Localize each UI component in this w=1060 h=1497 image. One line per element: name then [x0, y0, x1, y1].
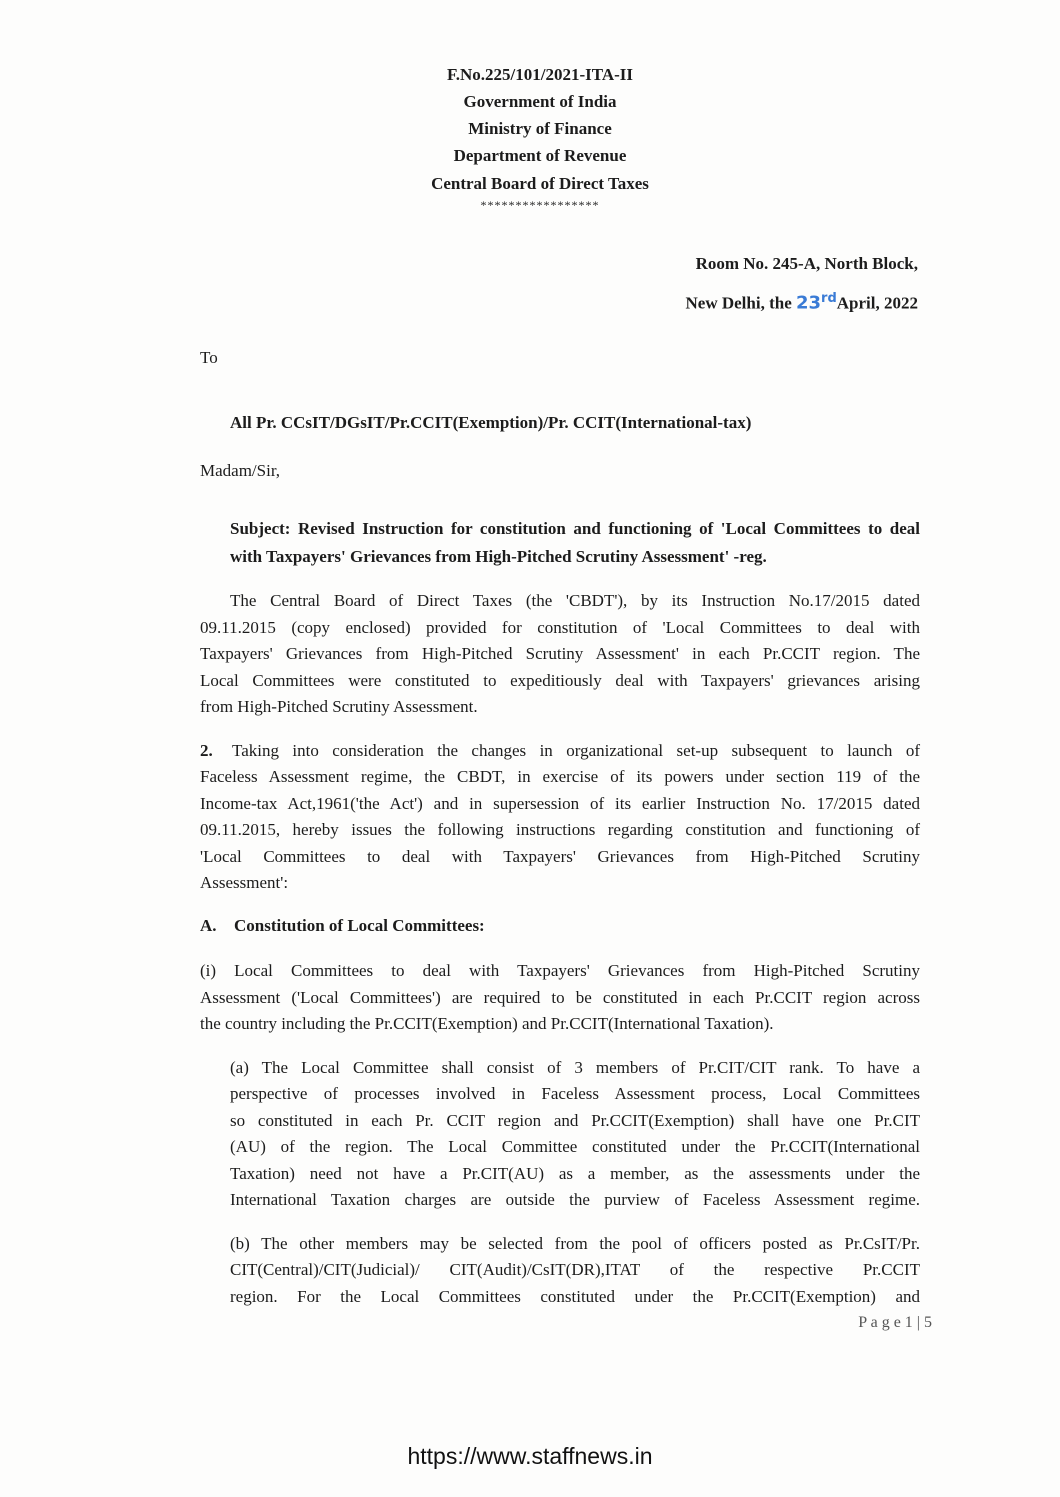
- para2-line: 09.11.2015, hereby issues the following instructions regarding constitution and functioning of: [200, 820, 920, 839]
- addressee: All Pr. CCsIT/DGsIT/Pr.CCIT(Exemption)/Pr. CCIT(International-tax): [230, 413, 752, 432]
- page-number: P a g e 1 | 5: [858, 1314, 932, 1331]
- header-stars-divider: *****************: [480, 198, 600, 212]
- para-a-line: so constituted in each Pr. CCIT region and Pr.CCIT(Exemption) shall have one Pr.CIT: [230, 1111, 920, 1130]
- para-b-line: CIT(Central)/CIT(Judicial)/ CIT(Audit)/CsIT(DR),ITAT of the respective Pr.CCIT: [230, 1260, 920, 1279]
- para-b-line: (b) The other members may be selected from the pool of officers posted as Pr.CsIT/Pr.: [230, 1234, 920, 1253]
- para-a-line: (AU) of the region. The Local Committee constituted under the Pr.CCIT(International: [230, 1137, 920, 1156]
- to-label: To: [200, 348, 218, 367]
- para-i-line: (i) Local Committees to deal with Taxpayers' Grievances from High-Pitched Scrutiny: [200, 961, 920, 980]
- para1-line: Taxpayers' Grievances from High-Pitched Scrutiny Assessment' in each Pr.CCIT region. The: [200, 644, 920, 663]
- section-a-number: A.: [200, 916, 217, 935]
- header-department: Department of Revenue: [453, 146, 627, 165]
- watermark-url[interactable]: https://www.staffnews.in: [407, 1443, 653, 1469]
- subject-line: Subject: Revised Instruction for constitution and functioning of 'Local Committees to deal: [230, 519, 920, 538]
- para2-number: 2.: [200, 741, 213, 760]
- handwritten-day: 23: [795, 292, 822, 314]
- header-board: Central Board of Direct Taxes: [431, 174, 649, 193]
- file-number: F.No.225/101/2021-ITA-II: [446, 65, 634, 84]
- para-a-line: perspective of processes involved in Faceless Assessment process, Local Committees: [230, 1084, 920, 1103]
- salutation: Madam/Sir,: [200, 461, 281, 480]
- para2-line: Assessment':: [200, 873, 289, 892]
- para2-line: Taking into consideration the changes in organizational set-up subsequent to launch of: [232, 741, 920, 760]
- para1-line: The Central Board of Direct Taxes (the 'CBDT'), by its Instruction No.17/2015 dated: [230, 591, 920, 610]
- date-line: [686, 291, 919, 314]
- para1-line: 09.11.2015 (copy enclosed) provided for constitution of 'Local Committees to deal with: [200, 618, 920, 637]
- section-a-title: Constitution of Local Committees:: [234, 916, 485, 935]
- date-rest: April, 2022: [836, 293, 918, 313]
- para-i-line: Assessment ('Local Committees') are required to be constituted in each Pr.CCIT region across: [200, 988, 920, 1007]
- para-a-line: (a) The Local Committee shall consist of 3 members of Pr.CIT/CIT rank. To have a: [230, 1058, 920, 1077]
- subject-line: with Taxpayers' Grievances from High-Pitched Scrutiny Assessment' -reg.: [230, 547, 767, 566]
- para2-line: 'Local Committees to deal with Taxpayers' Grievances from High-Pitched Scrutiny: [200, 847, 920, 866]
- para2-line: Income-tax Act,1961('the Act') and in supersession of its earlier Instruction No. 17/2015 dated: [200, 794, 920, 813]
- para-a-line: Taxation) need not have a Pr.CIT(AU) as a member, as the assessments under the: [230, 1164, 920, 1183]
- header-government: Government of India: [463, 92, 617, 111]
- room-address: Room No. 245-A, North Block,: [695, 254, 918, 273]
- para1-line: Local Committees were constituted to expeditiously deal with Taxpayers' grievances arising: [200, 671, 920, 690]
- date-prefix: New Delhi, the: [685, 293, 796, 313]
- para2-line: Faceless Assessment regime, the CBDT, in exercise of its powers under section 119 of the: [200, 767, 920, 786]
- handwritten-suffix: rd: [821, 291, 837, 306]
- para-a-line: International Taxation charges are outside the purview of Faceless Assessment regime.: [230, 1190, 920, 1209]
- para-i-line: the country including the Pr.CCIT(Exemption) and Pr.CCIT(International Taxation).: [200, 1014, 774, 1033]
- para-b-line: region. For the Local Committees constituted under the Pr.CCIT(Exemption) and: [230, 1287, 920, 1306]
- para1-line: from High-Pitched Scrutiny Assessment.: [200, 697, 478, 716]
- header-ministry: Ministry of Finance: [468, 119, 612, 138]
